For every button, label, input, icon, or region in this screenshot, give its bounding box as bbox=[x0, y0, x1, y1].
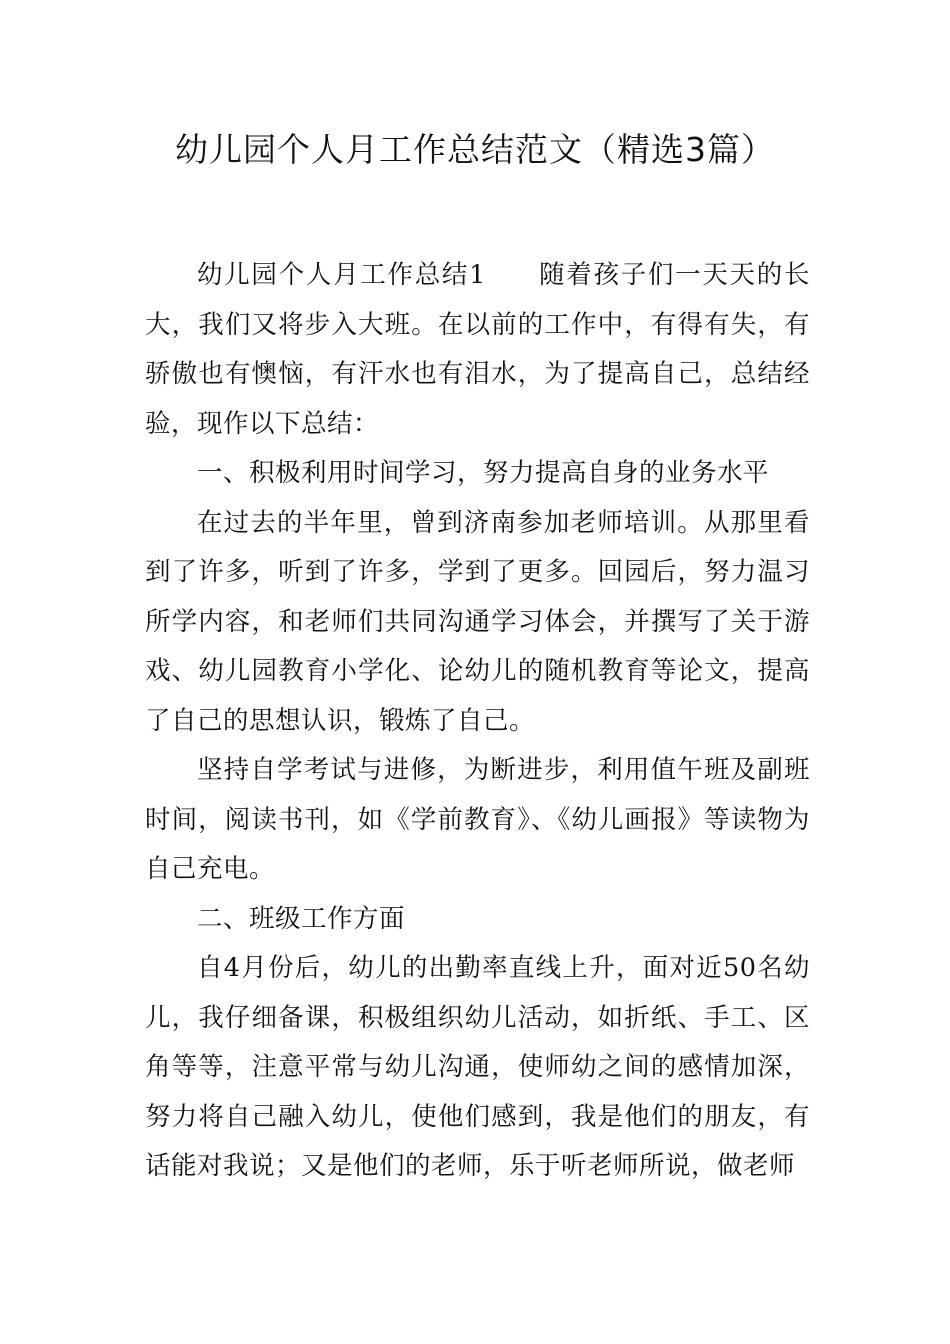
paragraph-3: 在过去的半年里，曾到济南参加老师培训。从那里看到了许多，听到了许多，学到了更多。回园后，努力温习所学内容，和老师们共同沟通学习体会，并撰写了关于游戏、幼儿园教育小学化、论幼儿的随机教育等论文，提高了自己的思想认识，锻炼了自己。 bbox=[145, 507, 810, 736]
paragraph-1 bbox=[145, 251, 810, 449]
document-body bbox=[145, 251, 810, 1192]
paragraph-1-text: 随着孩子们一天天的长大，我们又将步入大班。在以前的工作中，有得有失，有骄傲也有懊恼，有汗水也有泪水，为了提高自己，总结经验，现作以下总结： bbox=[145, 260, 810, 439]
paragraph-2: 一、积极利用时间学习，努力提高自身的业务水平 bbox=[197, 458, 770, 488]
paragraph-5: 二、班级工作方面 bbox=[197, 903, 406, 934]
section-heading-1: 幼儿园个人月工作总结1 bbox=[197, 260, 486, 290]
document-title: 幼儿园个人月工作总结范文（精选3篇） bbox=[175, 130, 775, 169]
paragraph-4: 坚持自学考试与进修，为断进步，利用值午班及副班时间，阅读书刊，如《学前教育》、《幼儿画报》等读物为自己充电。 bbox=[145, 755, 810, 884]
paragraph-6: 自4月份后，幼儿的出勤率直线上升，面对近50名幼儿，我仔细备课，积极组织幼儿活动，如折纸、手工、区角等等，注意平常与幼儿沟通，使师幼之间的感情加深，努力将自己融入幼儿，使他们感到，我是他们的朋友，有话能对我说；又是他们的老师，乐于听老师所说，做老师 bbox=[145, 953, 810, 1181]
